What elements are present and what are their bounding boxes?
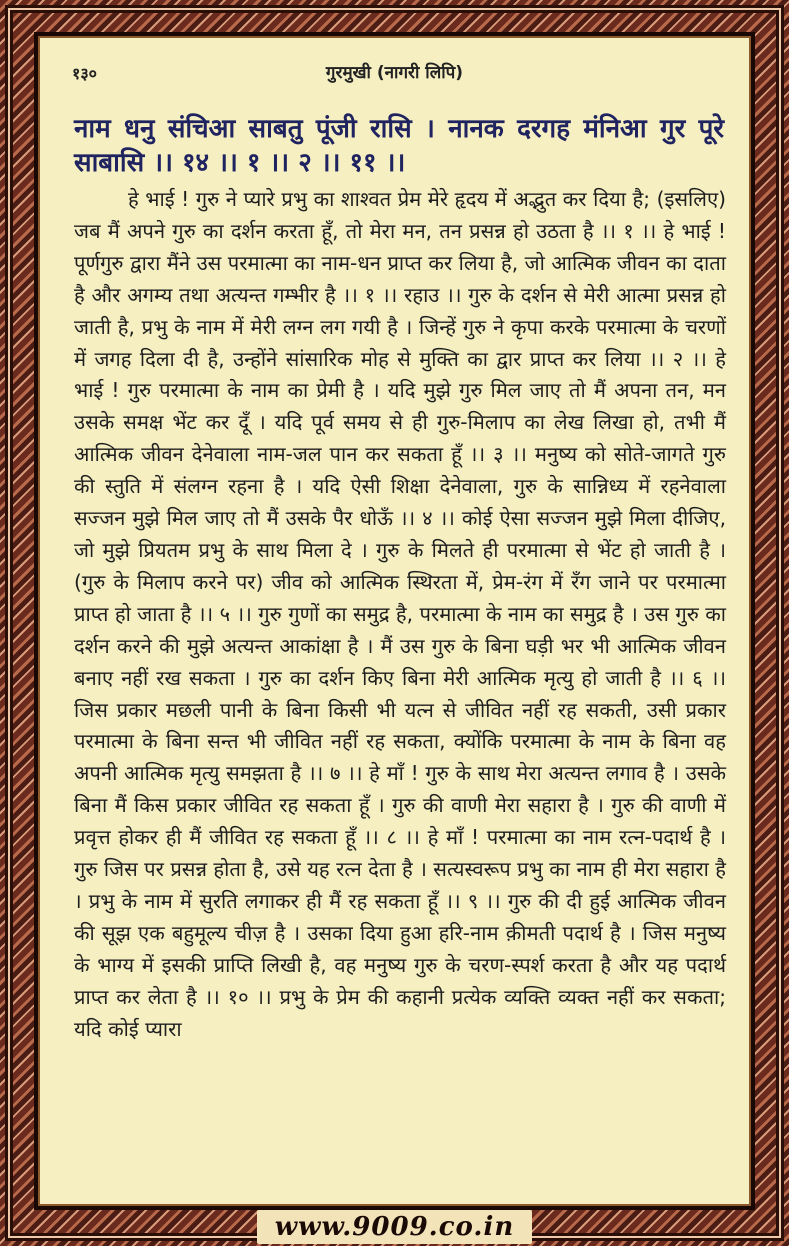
page-header [38, 36, 751, 83]
footer [0, 1210, 789, 1246]
verse-text: नाम धनु संचिआ साबतु पूंजी रासि । नानक दरगह मंनिआ गुर पूरे साबासि ।। १४ ।। १ ।। २ ।। ११ ।। [74, 114, 724, 178]
website-link[interactable]: www.9009.co.in [257, 1210, 533, 1244]
commentary-text: हे भाई ! गुरु ने प्यारे प्रभु का शाश्वत प्रेम मेरे हृदय में अद्भुत कर दिया है; (इसलिए) जब मैं अपने गुरु का दर्शन करता हूँ, तो मेरा मन, तन प्रसन्न हो उठता है ।। १ ।। हे भाई ! पूर्णगुरु द्वारा मैंने उस परमात्मा का नाम-धन प्राप्त कर लिया है, जो आत्मिक जीवन का दाता है और अगम्य तथा अत्यन्त गम्भीर है ।। १ ।। रहाउ ।। गुरु के दर्शन से मेरी आत्मा प्रसन्न हो जाती है, प्रभु के नाम में मेरी लग्न लग गयी है । जिन्हें गुरु ने कृपा करके परमात्मा के चरणों में जगह दिला दी है, उन्होंने सांसारिक मोह से मुक्ति का द्वार प्राप्त कर लिया ।। २ ।। हे भाई ! गुरु परमात्मा के नाम का प्रेमी है । यदि मुझे गुरु मिल जाए तो मैं अपना तन, मन उसके समक्ष भेंट कर दूँ । यदि पूर्व समय से ही गुरु-मिलाप का लेख लिखा हो, तभी मैं आत्मिक जीवन देनेवाला नाम-जल पान कर सकता हूँ ।। ३ ।। मनुष्य को सोते-जागते गुरु की स्तुति में संलग्न रहना है । यदि ऐसी शिक्षा देनेवाला, गुरु के सान्निध्य में रहनेवाला सज्जन मुझे मिल जाए तो मैं उसके पैर धोऊँ ।। ४ ।। कोई ऐसा सज्जन मुझे मिला दीजिए, जो मुझे प्रियतम प्रभु के साथ मिला दे । गुरु के मिलते ही परमात्मा से भेंट हो जाती है । (गुरु के मिलाप करने पर) जीव को आत्मिक स्थिरता में, प्रेम-रंग में रँग जाने पर परमात्मा प्राप्त हो जाता है ।। ५ ।। गुरु गुणों का समुद्र है, परमात्मा के नाम का समुद्र है । उस गुरु का दर्शन करने की मुझे अत्यन्त आकांक्षा है । मैं उस गुरु के बिना घड़ी भर भी आत्मिक जीवन बनाए नहीं रख सकता । गुरु का दर्शन किए बिना मेरी आत्मिक मृत्यु हो जाती है ।। ६ ।। जिस प्रकार मछली पानी के बिना किसी भी यत्न से जीवित नहीं रह सकती, उसी प्रकार परमात्मा के बिना सन्त भी जीवित नहीं रह सकता, क्योंकि परमात्मा के नाम के बिना वह अपनी आत्मिक मृत्यु समझता है ।। ७ ।। हे माँ ! गुरु के साथ मेरा अत्यन्त लगाव है । उसके बिना मैं किस प्रकार जीवित रह सकता हूँ । गुरु की वाणी मेरा सहारा है । गुरु की वाणी में प्रवृत्त होकर ही मैं जीवित रह सकता हूँ ।। ८ ।। हे माँ ! परमात्मा का नाम रत्न-पदार्थ है । गुरु जिस पर प्रसन्न होता है, उसे यह रत्न देता है । सत्यस्वरूप प्रभु का नाम ही मेरा सहारा है । प्रभु के नाम में सुरति लगाकर ही मैं रह सकता हूँ ।। ९ ।। गुरु की दी हुई आत्मिक जीवन की सूझ एक बहुमूल्य चीज़ है । उसका दिया हुआ हरि-नाम क़ीमती पदार्थ है । जिस मनुष्य के भाग्य में इसकी प्राप्ति लिखी है, वह मनुष्य गुरु के चरण-स्पर्श करता है और यह पदार्थ प्राप्त कर लेता है ।। १० ।। प्रभु के प्रेम की कहानी प्रत्येक व्यक्ति व्यक्त नहीं कर सकता; यदि कोई प्यारा [74, 187, 726, 1041]
page-number: १३० [72, 64, 97, 83]
book-page [38, 36, 751, 1206]
running-title: गुरमुखी (नागरी लिपि) [325, 63, 464, 83]
